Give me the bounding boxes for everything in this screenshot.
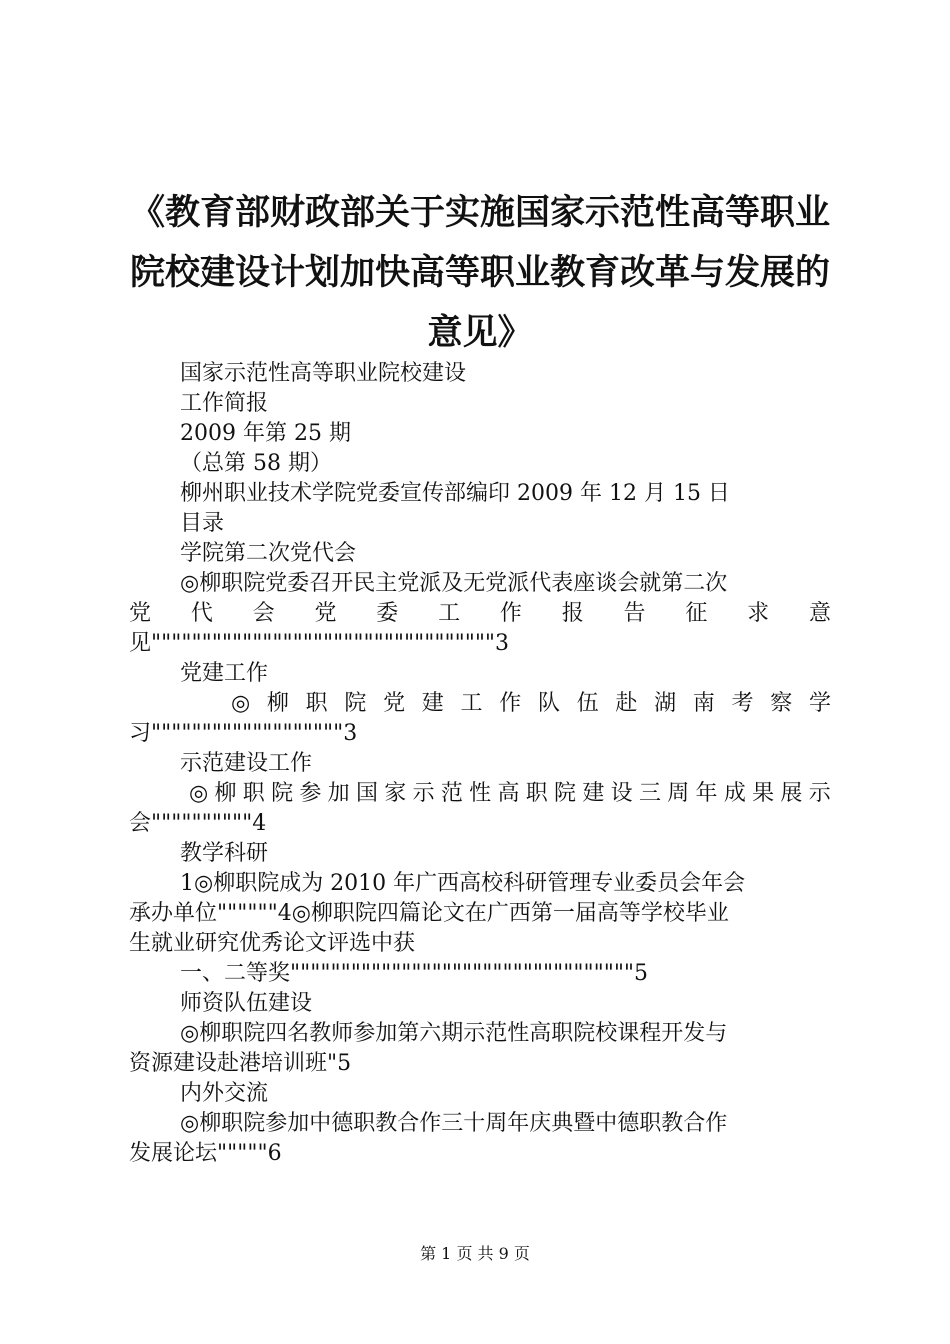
justified-char: 党 bbox=[314, 601, 337, 626]
body-line-12 bbox=[129, 689, 831, 719]
justified-char: 湖 bbox=[654, 691, 677, 716]
justified-char: 三 bbox=[638, 781, 661, 806]
justified-char: 展 bbox=[780, 781, 803, 806]
justified-char: 党 bbox=[129, 601, 152, 626]
page-footer: 第 1 页 共 9 页 bbox=[420, 1244, 530, 1263]
justified-char: 国 bbox=[355, 781, 378, 806]
body-line-13: 习"""""""""""""""""""3 bbox=[129, 721, 358, 746]
body-line-27: 发展论坛"""""6 bbox=[129, 1141, 282, 1166]
body-line-1: 国家示范性高等职业院校建设 bbox=[180, 361, 467, 386]
body-line-23: ◎柳职院四名教师参加第六期示范性高职院校课程开发与 bbox=[180, 1021, 728, 1046]
justified-char: 性 bbox=[469, 781, 492, 806]
body-line-15 bbox=[129, 779, 831, 809]
body-line-26: ◎柳职院参加中德职教合作三十周年庆典暨中德职教合作 bbox=[180, 1111, 728, 1136]
justified-char: 委 bbox=[376, 601, 399, 626]
justified-char: 果 bbox=[752, 781, 775, 806]
title-line-3: 意见》 bbox=[427, 313, 533, 353]
justified-char: 示 bbox=[412, 781, 435, 806]
justified-char: 南 bbox=[692, 691, 715, 716]
body-line-21: 一、二等奖""""""""""""""""""""""""""""""""""5 bbox=[180, 961, 649, 986]
justified-char: 赴 bbox=[615, 691, 638, 716]
justified-char: 成 bbox=[723, 781, 746, 806]
justified-char: 参 bbox=[299, 781, 322, 806]
body-line-20: 生就业研究优秀论文评选中获 bbox=[129, 931, 416, 956]
justified-char: 职 bbox=[305, 691, 328, 716]
body-line-16: 会""""""""""4 bbox=[129, 811, 267, 836]
justified-char: 加 bbox=[327, 781, 350, 806]
justified-char: 高 bbox=[497, 781, 520, 806]
justified-char: 示 bbox=[808, 781, 831, 806]
justified-char: ◎ bbox=[231, 691, 251, 716]
body-line-7: 学院第二次党代会 bbox=[180, 541, 357, 566]
justified-char: 学 bbox=[808, 691, 831, 716]
justified-char: 作 bbox=[499, 601, 522, 626]
justified-char: 作 bbox=[499, 691, 522, 716]
justified-char: 征 bbox=[685, 601, 708, 626]
body-line-6: 目录 bbox=[180, 511, 225, 536]
title-line-2: 院校建设计划加快高等职业教育改革与发展的 bbox=[129, 253, 830, 293]
justified-char: 代 bbox=[190, 601, 213, 626]
title-line-1: 《教育部财政部关于实施国家示范性高等职业 bbox=[129, 193, 830, 233]
justified-char: 工 bbox=[438, 601, 461, 626]
body-line-8: ◎柳职院党委召开民主党派及无党派代表座谈会就第二次 bbox=[180, 571, 728, 596]
justified-char: 柳 bbox=[214, 781, 237, 806]
body-line-22: 师资队伍建设 bbox=[180, 991, 313, 1016]
document-body bbox=[129, 359, 831, 1169]
justified-char: 院 bbox=[554, 781, 577, 806]
body-line-5: 柳州职业技术学院党委宣传部编印 2009 年 12 月 15 日 bbox=[180, 481, 730, 506]
body-line-18: 1◎柳职院成为 2010 年广西高校科研管理专业委员会年会 bbox=[180, 871, 746, 896]
body-line-14: 示范建设工作 bbox=[180, 751, 313, 776]
justified-char: 意 bbox=[808, 601, 831, 626]
body-line-11: 党建工作 bbox=[180, 661, 269, 686]
justified-char: 告 bbox=[623, 601, 646, 626]
body-line-4: （总第 58 期） bbox=[180, 451, 332, 476]
justified-char: 柳 bbox=[266, 691, 289, 716]
justified-char: 设 bbox=[610, 781, 633, 806]
body-line-3: 2009 年第 25 期 bbox=[180, 421, 351, 446]
body-line-10: 见""""""""""""""""""""""""""""""""""3 bbox=[129, 631, 510, 656]
body-line-19: 承办单位""""""4◎柳职院四篇论文在广西第一届高等学校毕业 bbox=[129, 901, 729, 926]
justified-char: 考 bbox=[731, 691, 754, 716]
justified-char: 党 bbox=[383, 691, 406, 716]
justified-char: 职 bbox=[242, 781, 265, 806]
body-line-2: 工作简报 bbox=[180, 391, 269, 416]
body-line-9 bbox=[129, 599, 831, 629]
justified-char: ◎ bbox=[189, 781, 209, 806]
justified-char: 队 bbox=[537, 691, 560, 716]
justified-char: 院 bbox=[271, 781, 294, 806]
justified-char: 家 bbox=[384, 781, 407, 806]
body-line-17: 教学科研 bbox=[180, 841, 269, 866]
justified-char: 报 bbox=[561, 601, 584, 626]
justified-char: 职 bbox=[525, 781, 548, 806]
justified-char: 院 bbox=[344, 691, 367, 716]
body-line-25: 内外交流 bbox=[180, 1081, 269, 1106]
justified-char: 伍 bbox=[576, 691, 599, 716]
justified-char: 求 bbox=[747, 601, 770, 626]
body-line-24: 资源建设赴港培训班"5 bbox=[129, 1051, 352, 1076]
justified-char: 年 bbox=[695, 781, 718, 806]
justified-char: 工 bbox=[460, 691, 483, 716]
justified-char: 周 bbox=[667, 781, 690, 806]
document-title bbox=[120, 183, 840, 363]
justified-char: 建 bbox=[421, 691, 444, 716]
justified-char: 会 bbox=[252, 601, 275, 626]
justified-char: 范 bbox=[440, 781, 463, 806]
justified-char: 察 bbox=[770, 691, 793, 716]
justified-char: 建 bbox=[582, 781, 605, 806]
